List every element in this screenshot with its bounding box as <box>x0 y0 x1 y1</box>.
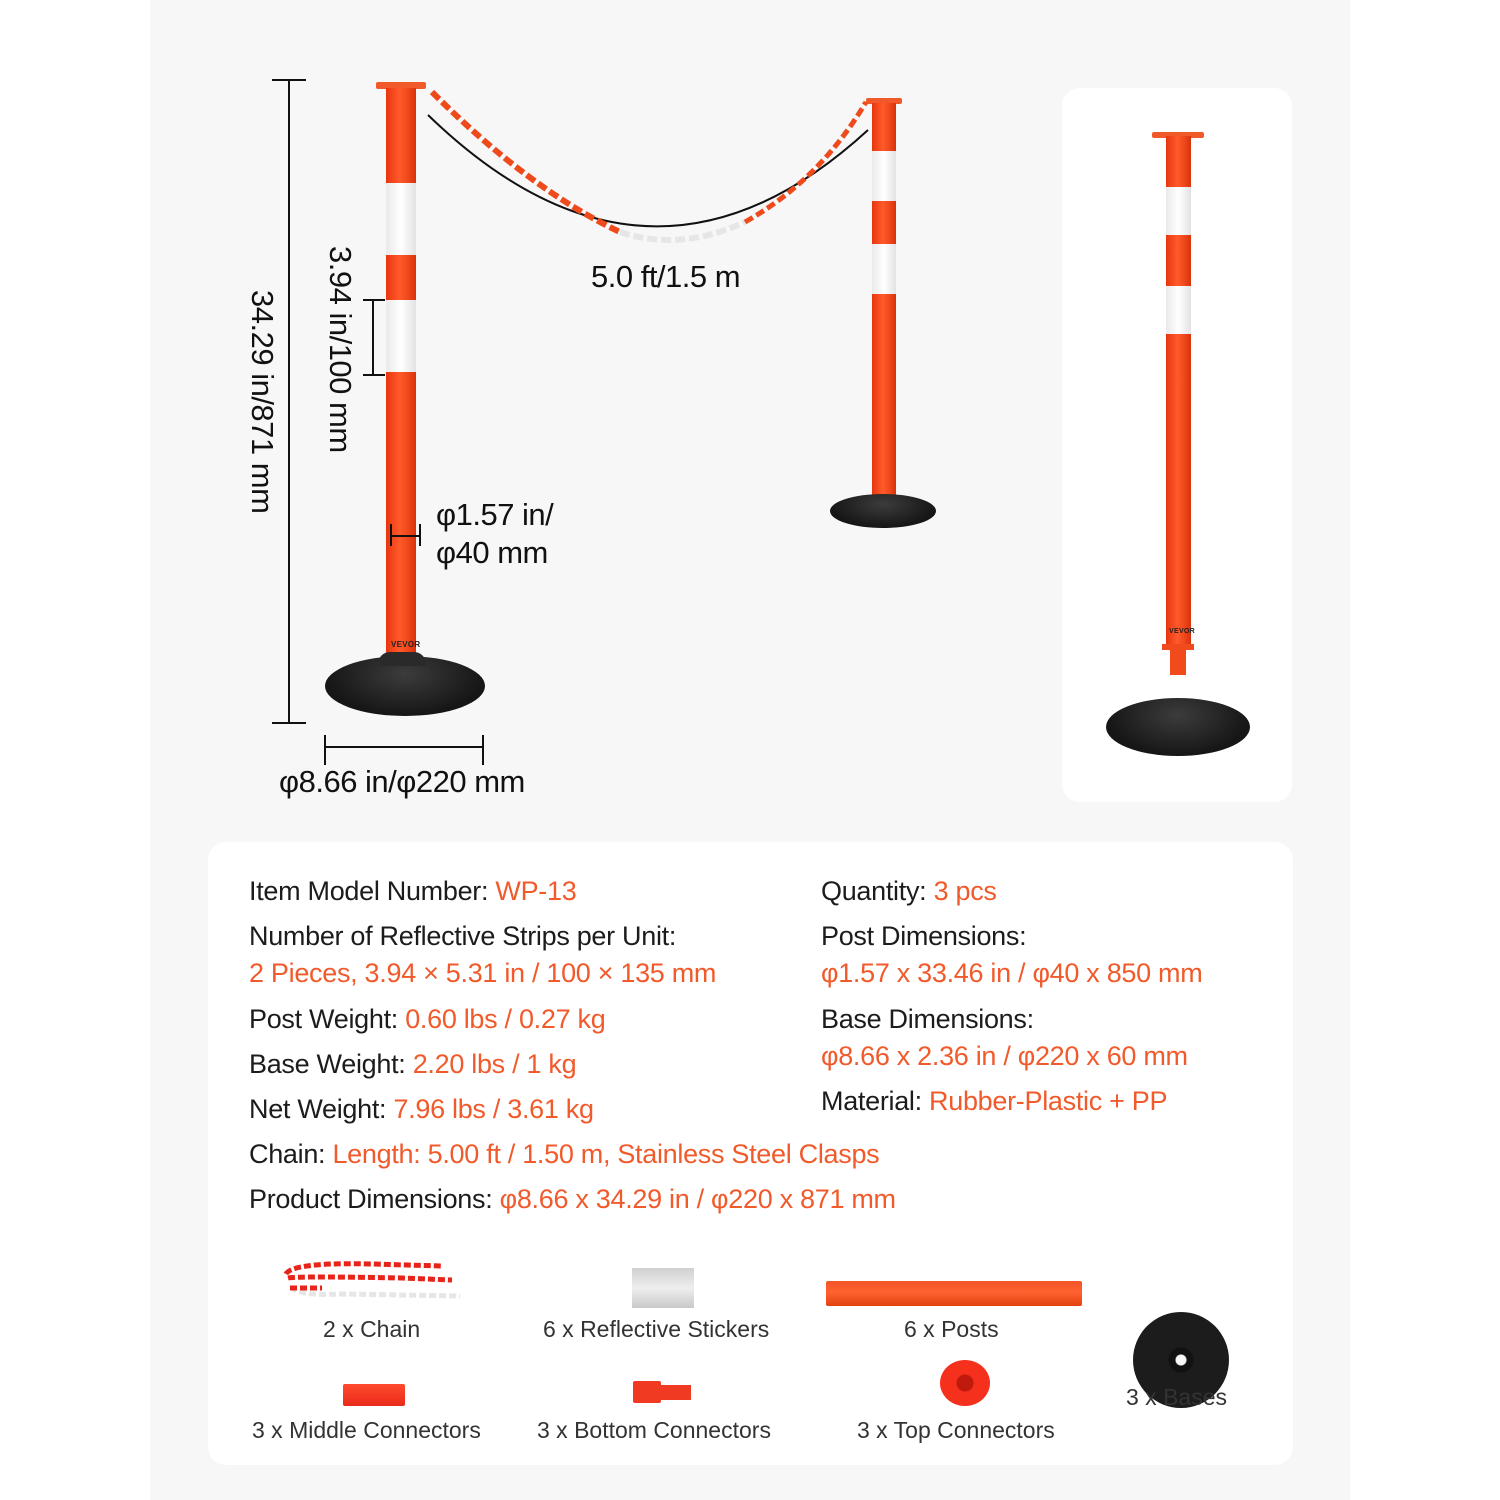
preview-brand-mark: VEVOR <box>1169 628 1196 635</box>
part-label-middle-connectors: 3 x Middle Connectors <box>252 1417 481 1443</box>
spec-base-dimensions-value: φ8.66 x 2.36 in / φ220 x 60 mm <box>821 1041 1188 1071</box>
spec-post-dimensions-label: Post Dimensions: <box>821 921 1027 951</box>
spec-reflective-strips-label: Number of Reflective Strips per Unit: <box>249 921 677 951</box>
part-label-reflective-stickers: 6 x Reflective Stickers <box>543 1316 770 1342</box>
part-label-posts: 6 x Posts <box>904 1316 999 1342</box>
top-connector-icon <box>940 1360 990 1406</box>
left-base-collar <box>378 652 426 666</box>
spec-model-number: Item Model Number: WP-13 <box>249 876 577 906</box>
spec-base-weight: Base Weight: 2.20 lbs / 1 kg <box>249 1049 577 1079</box>
post-diameter-line <box>391 535 421 537</box>
assembly-preview-card <box>1062 88 1292 802</box>
brand-mark: VEVOR <box>391 640 421 649</box>
height-dimension-line <box>288 80 290 723</box>
spec-post-weight: Post Weight: 0.60 lbs / 0.27 kg <box>249 1004 606 1034</box>
part-label-bottom-connectors: 3 x Bottom Connectors <box>537 1417 771 1443</box>
strip-dimension-tick <box>363 374 385 376</box>
preview-base <box>1106 698 1250 756</box>
spec-post-dimensions-value: φ1.57 x 33.46 in / φ40 x 850 mm <box>821 958 1203 988</box>
right-post-base <box>830 494 936 528</box>
part-label-chain: 2 x Chain <box>323 1316 421 1342</box>
left-post-reflective-strip <box>386 183 416 255</box>
post-diameter-tick <box>390 524 392 546</box>
preview-reflective-strip <box>1166 187 1191 235</box>
middle-connector-icon <box>343 1384 405 1406</box>
strip-height-label: 3.94 in/100 mm <box>323 246 358 453</box>
base-diameter-line <box>325 746 483 748</box>
post-diameter-label-line1: φ1.57 in/ <box>436 497 554 532</box>
reflective-sticker-icon <box>632 1268 694 1308</box>
left-post-reflective-strip <box>386 300 416 372</box>
preview-reflective-strip <box>1166 286 1191 334</box>
base-diameter-label: φ8.66 in/φ220 mm <box>279 764 525 799</box>
post-diameter-label-line2: φ40 mm <box>436 535 548 570</box>
base-diameter-tick <box>482 735 484 765</box>
chain-length-label: 5.0 ft/1.5 m <box>591 259 741 294</box>
part-label-bases: 3 x Bases <box>1126 1384 1227 1410</box>
preview-bottom-connector-stem <box>1170 650 1186 675</box>
chain-icon <box>282 1258 462 1308</box>
height-dimension-tick-top <box>272 79 306 81</box>
spec-reflective-strips-value: 2 Pieces, 3.94 × 5.31 in / 100 × 135 mm <box>249 958 717 988</box>
spec-base-dimensions-label: Base Dimensions: <box>821 1004 1034 1034</box>
height-dimension-tick-bottom <box>272 722 306 724</box>
strip-dimension-tick <box>363 299 385 301</box>
post-diameter-tick <box>419 524 421 546</box>
left-post <box>386 88 416 668</box>
spec-net-weight: Net Weight: 7.96 lbs / 3.61 kg <box>249 1094 594 1124</box>
total-height-label: 34.29 in/871 mm <box>245 290 280 514</box>
spec-material: Material: Rubber-Plastic + PP <box>821 1086 1168 1116</box>
spec-product-dimensions: Product Dimensions: φ8.66 x 34.29 in / φ220 x 871 mm <box>249 1184 896 1214</box>
spec-quantity: Quantity: 3 pcs <box>821 876 997 906</box>
bottom-connector-stem-icon <box>660 1385 691 1400</box>
preview-post <box>1166 136 1191 646</box>
chain-with-dimension-arc <box>420 80 880 280</box>
part-label-top-connectors: 3 x Top Connectors <box>857 1417 1055 1443</box>
strip-dimension-line <box>372 300 374 375</box>
base-diameter-tick <box>324 735 326 765</box>
spec-chain: Chain: Length: 5.00 ft / 1.50 m, Stainless Steel Clasps <box>249 1139 880 1169</box>
bottom-connector-icon <box>633 1381 661 1403</box>
post-icon <box>826 1281 1082 1306</box>
